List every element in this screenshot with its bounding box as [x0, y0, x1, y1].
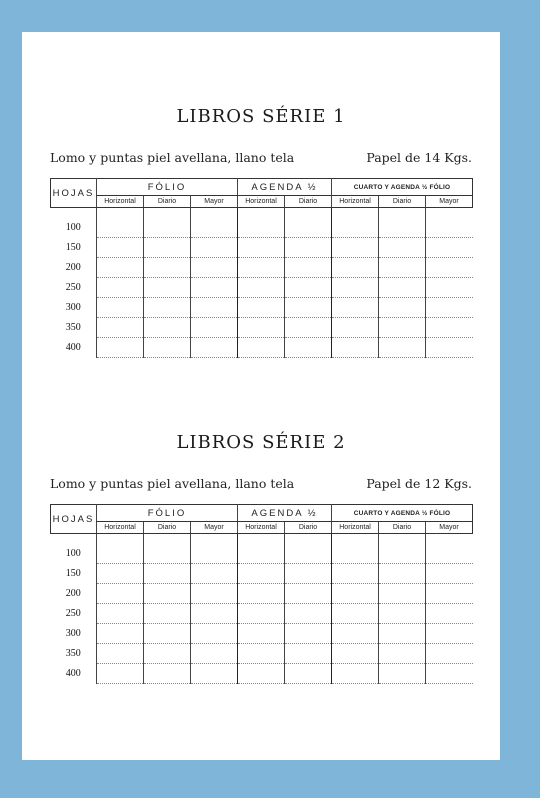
hojas-value: 200 — [65, 262, 81, 273]
column-header: Mayor — [426, 196, 473, 208]
hojas-value: 150 — [65, 568, 81, 579]
table-row — [51, 644, 473, 664]
column-header: Horizontal — [238, 196, 285, 208]
column-header: Mayor — [426, 522, 473, 534]
hojas-value: 150 — [65, 242, 81, 253]
table-row — [51, 338, 473, 358]
hojas-value: 400 — [65, 668, 81, 679]
hojas-header: HOJAS — [51, 179, 97, 208]
hojas-value: 250 — [65, 282, 81, 293]
column-header: Horizontal — [97, 522, 144, 534]
hojas-value: 100 — [65, 548, 81, 560]
hojas-header: HOJAS — [51, 505, 97, 534]
column-header: Mayor — [191, 196, 238, 208]
hojas-value: 350 — [65, 648, 81, 659]
section-2-price-table — [50, 504, 473, 684]
section-1-title: LIBROS SÉRIE 1 — [176, 106, 346, 127]
table-row — [51, 258, 473, 278]
table-row — [51, 664, 473, 684]
column-header: Horizontal — [332, 522, 379, 534]
hojas-value: 300 — [65, 302, 81, 313]
section-1-paper-weight: Papel de 14 Kgs. — [366, 150, 472, 165]
group-agenda-header: AGENDA ½ — [238, 179, 332, 196]
group-agenda-header: AGENDA ½ — [238, 505, 332, 522]
column-header: Horizontal — [97, 196, 144, 208]
table-row — [51, 624, 473, 644]
column-header: Horizontal — [238, 522, 285, 534]
hojas-value: 250 — [65, 608, 81, 619]
table-row — [51, 584, 473, 604]
section-2-paper-weight: Papel de 12 Kgs. — [366, 476, 472, 491]
table-row — [51, 298, 473, 318]
table-row — [51, 564, 473, 584]
section-1-price-table — [50, 178, 473, 358]
hojas-value: 200 — [65, 588, 81, 599]
table-row — [51, 318, 473, 338]
section-2-subtitle: Lomo y puntas piel avellana, llano tela — [50, 476, 295, 491]
column-header: Diario — [144, 522, 191, 534]
document-page — [22, 32, 500, 760]
section-2-title: LIBROS SÉRIE 2 — [176, 432, 346, 453]
column-header: Horizontal — [332, 196, 379, 208]
column-header: Diario — [144, 196, 191, 208]
column-header: Diario — [285, 522, 332, 534]
table-row — [51, 278, 473, 298]
group-cuarto-header: CUARTO Y AGENDA ½ FÓLIO — [332, 505, 473, 522]
group-cuarto-header: CUARTO Y AGENDA ½ FÓLIO — [332, 179, 473, 196]
column-header: Diario — [379, 522, 426, 534]
table-row — [51, 544, 473, 564]
hojas-value: 300 — [65, 628, 81, 639]
table-row — [51, 238, 473, 258]
section-1-subtitle: Lomo y puntas piel avellana, llano tela — [50, 150, 295, 165]
column-header: Mayor — [191, 522, 238, 534]
table-row — [51, 604, 473, 624]
hojas-value: 350 — [65, 322, 81, 333]
column-header: Diario — [379, 196, 426, 208]
hojas-value: 400 — [65, 342, 81, 353]
group-folio-header: FÓLIO — [97, 179, 238, 196]
group-folio-header: FÓLIO — [97, 505, 238, 522]
hojas-value: 100 — [65, 222, 81, 234]
column-header: Diario — [285, 196, 332, 208]
table-row — [51, 218, 473, 238]
